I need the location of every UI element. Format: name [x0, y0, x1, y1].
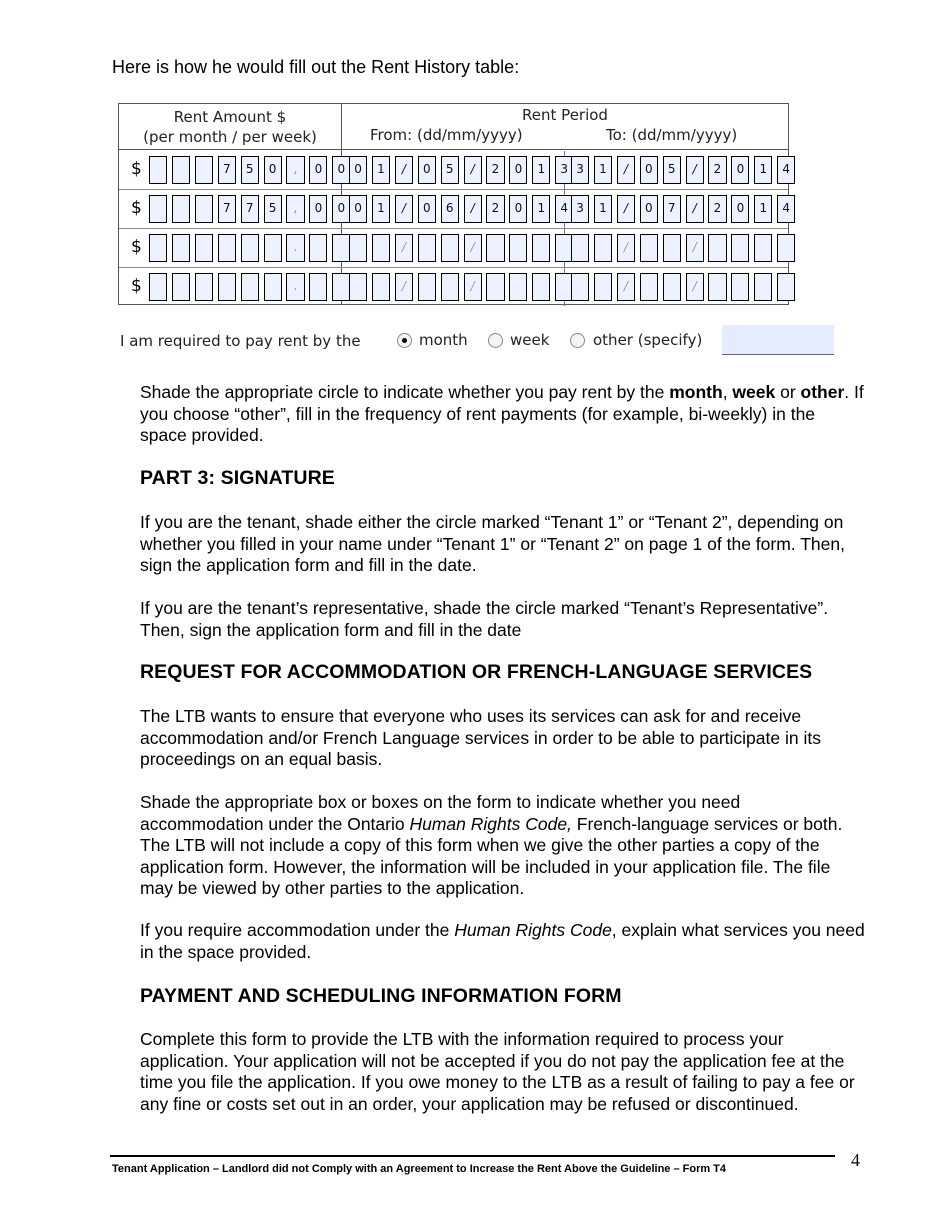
amount-digit-box[interactable]: [195, 195, 213, 223]
to-date-digit-box[interactable]: /: [617, 156, 635, 184]
footer-form-title: Tenant Application – Landlord did not Comply with an Agreement to Increase the Rent Above the Guideline – Form T4: [112, 1163, 727, 1175]
from-date-digit-box[interactable]: [486, 234, 504, 262]
from-date-digit-box[interactable]: /: [464, 195, 482, 223]
from-date-digit-box[interactable]: [418, 234, 436, 262]
to-date-digit-box[interactable]: [731, 273, 749, 301]
amount-digit-box[interactable]: [332, 234, 350, 262]
header-to-date: To: (dd/mm/yyyy): [606, 126, 738, 144]
from-date-digit-box[interactable]: 1: [372, 156, 390, 184]
from-date-digit-box[interactable]: /: [395, 273, 413, 301]
amount-digit-box[interactable]: 5: [264, 195, 282, 223]
header-rent-period: [342, 104, 788, 150]
request2-italic-code: Human Rights Code,: [409, 813, 572, 834]
row-divider: [119, 267, 788, 268]
page-number: 4: [851, 1150, 860, 1170]
rent-history-table: [118, 103, 789, 305]
amount-digit-box[interactable]: [264, 234, 282, 262]
amount-digit-box[interactable]: [172, 234, 190, 262]
amount-digit-box[interactable]: [172, 195, 190, 223]
amount-digit-box[interactable]: [218, 234, 236, 262]
from-date-digit-box[interactable]: 0: [349, 156, 367, 184]
from-date-digit-box[interactable]: 5: [441, 156, 459, 184]
dollar-sign: $: [131, 198, 142, 218]
from-date-digit-box[interactable]: 0: [418, 156, 436, 184]
request2-text-1: Shade the appropriate box or boxes on the form to indicate whether you need accommodation under the Ontario: [140, 792, 741, 834]
from-date-digit-box[interactable]: [486, 273, 504, 301]
from-date-digit-box[interactable]: [441, 273, 459, 301]
amount-digit-box[interactable]: [309, 234, 327, 262]
amount-digit-box[interactable]: 0: [309, 156, 327, 184]
request-paragraph-1: The LTB wants to ensure that everyone who uses its services can ask for and receive accommodation and/or French Language services in order to be able to participate in its proceedings on an equal basis.: [140, 706, 821, 769]
amount-digit-box[interactable]: [172, 156, 190, 184]
to-date-digit-box[interactable]: [754, 234, 772, 262]
header-rent-amount-title: Rent Amount $: [173, 108, 287, 126]
header-rent-amount: [119, 104, 342, 150]
header-rent-amount-subtitle: (per month / per week): [143, 128, 317, 146]
from-date-digit-box[interactable]: [509, 234, 527, 262]
amount-digit-box[interactable]: [149, 273, 167, 301]
shade-circle-paragraph: [140, 382, 865, 447]
amount-digit-box[interactable]: [195, 273, 213, 301]
from-date-digit-box[interactable]: 2: [486, 195, 504, 223]
footer-divider: [110, 1155, 835, 1157]
amount-digit-box[interactable]: .: [286, 234, 304, 262]
to-date-digit-box[interactable]: [663, 234, 681, 262]
to-date-digit-box[interactable]: [754, 273, 772, 301]
pay-rent-label: I am required to pay rent by the: [120, 332, 361, 350]
radio-month[interactable]: [397, 333, 412, 348]
from-date-digit-box[interactable]: 0: [418, 195, 436, 223]
other-specify-input[interactable]: [722, 325, 834, 355]
part3-paragraph-representative: If you are the tenant’s representative, shade the circle marked “Tenant’s Representative”. Then, sign the application form and fill in the date: [140, 598, 829, 640]
to-date-digit-box[interactable]: 1: [594, 195, 612, 223]
shade-text-3: or: [775, 382, 801, 402]
from-date-digit-box[interactable]: [349, 234, 367, 262]
amount-digit-box[interactable]: [149, 195, 167, 223]
to-date-digit-box[interactable]: 7: [663, 195, 681, 223]
from-date-digit-box[interactable]: [509, 273, 527, 301]
to-date-digit-box[interactable]: [640, 273, 658, 301]
amount-digit-box[interactable]: [195, 234, 213, 262]
to-date-digit-box[interactable]: 2: [708, 156, 726, 184]
from-date-digit-box[interactable]: 1: [532, 195, 550, 223]
dollar-sign: $: [131, 159, 142, 179]
from-date-digit-box[interactable]: /: [464, 156, 482, 184]
from-date-digit-box[interactable]: 0: [509, 156, 527, 184]
from-date-digit-box[interactable]: 0: [509, 195, 527, 223]
payment-paragraph: Complete this form to provide the LTB with the information required to process your application. Your application will not be accepted if you do not pay the application fee at the time you file the application. If you owe money to the LTB as a result of failing to pay a fee or any fine or costs set out in an order, your application may be refused or discontinued.: [140, 1029, 855, 1114]
to-date-digit-box[interactable]: 5: [663, 156, 681, 184]
from-date-digit-box[interactable]: /: [395, 156, 413, 184]
shade-bold-week: week: [732, 382, 776, 402]
to-date-digit-box[interactable]: 1: [594, 156, 612, 184]
request3-italic-code: Human Rights Code: [454, 920, 612, 940]
to-date-digit-box[interactable]: /: [686, 156, 704, 184]
to-date-digit-box[interactable]: 3: [571, 195, 589, 223]
from-date-digit-box[interactable]: [418, 273, 436, 301]
part3-paragraph-tenant: If you are the tenant, shade either the circle marked “Tenant 1” or “Tenant 2”, depending on whether you filled in your name under “Tenant 1” or “Tenant 2” on page 1 of the form. Then, sign the application form and fill in the date.: [140, 512, 845, 575]
shade-text-4: . If you choose “other”, fill in the frequency of rent payments (for example, bi-weekly) in the space provided.: [140, 382, 864, 445]
amount-digit-box[interactable]: [332, 273, 350, 301]
amount-digit-box[interactable]: [218, 273, 236, 301]
amount-digit-box[interactable]: [241, 234, 259, 262]
to-date-digit-box[interactable]: /: [617, 234, 635, 262]
to-date-digit-box[interactable]: 3: [571, 156, 589, 184]
from-date-digit-box[interactable]: 3: [555, 156, 573, 184]
from-date-digit-box[interactable]: 4: [555, 195, 573, 223]
amount-digit-box[interactable]: [149, 234, 167, 262]
from-date-digit-box[interactable]: 2: [486, 156, 504, 184]
from-date-digit-box[interactable]: [372, 234, 390, 262]
amount-digit-box[interactable]: [149, 156, 167, 184]
from-date-digit-box[interactable]: [372, 273, 390, 301]
to-date-digit-box[interactable]: 0: [640, 195, 658, 223]
to-date-digit-box[interactable]: [594, 273, 612, 301]
shade-text-1: Shade the appropriate circle to indicate whether you pay rent by the: [140, 382, 670, 402]
option-month-label: month: [419, 331, 468, 349]
to-date-digit-box[interactable]: /: [686, 273, 704, 301]
from-date-digit-box[interactable]: [349, 273, 367, 301]
amount-digit-box[interactable]: ,: [286, 195, 304, 223]
to-date-digit-box[interactable]: [594, 234, 612, 262]
from-date-digit-box[interactable]: 1: [372, 195, 390, 223]
to-date-digit-box[interactable]: [777, 234, 795, 262]
amount-digit-box[interactable]: 0: [332, 156, 350, 184]
amount-digit-box[interactable]: [309, 273, 327, 301]
amount-digit-box[interactable]: 7: [218, 195, 236, 223]
to-date-digit-box[interactable]: [777, 273, 795, 301]
request-paragraph-2: [140, 792, 865, 900]
request2-text-2: French-language services or both. The LTB will not include a copy of this form when we give the other parties a copy of the application form. However, the information will be included in your application file. The file may be viewed by other parties to the application.: [140, 813, 843, 898]
to-date-digit-box[interactable]: 0: [640, 156, 658, 184]
to-date-digit-box[interactable]: [731, 234, 749, 262]
to-date-digit-box[interactable]: [571, 273, 589, 301]
radio-week[interactable]: [488, 333, 503, 348]
from-date-digit-box[interactable]: [441, 234, 459, 262]
to-date-digit-box[interactable]: 0: [731, 156, 749, 184]
header-rent-period-title: Rent Period: [522, 106, 608, 124]
row-divider: [119, 189, 788, 190]
to-date-digit-box[interactable]: /: [686, 195, 704, 223]
option-week-label: week: [510, 331, 550, 349]
from-date-digit-box[interactable]: /: [395, 234, 413, 262]
shade-text-2: ,: [722, 382, 733, 402]
to-date-digit-box[interactable]: 1: [754, 195, 772, 223]
request3-text-1: If you require accommodation under the: [140, 920, 455, 940]
from-date-digit-box[interactable]: /: [464, 234, 482, 262]
from-date-digit-box[interactable]: [532, 234, 550, 262]
to-date-digit-box[interactable]: /: [686, 234, 704, 262]
to-date-digit-box[interactable]: [663, 273, 681, 301]
to-date-digit-box[interactable]: [640, 234, 658, 262]
from-date-digit-box[interactable]: [532, 273, 550, 301]
to-date-digit-box[interactable]: [571, 234, 589, 262]
amount-digit-box[interactable]: 7: [218, 156, 236, 184]
amount-digit-box[interactable]: 0: [264, 156, 282, 184]
row-divider: [119, 228, 788, 229]
request-heading: REQUEST FOR ACCOMMODATION OR FRENCH-LANGUAGE SERVICES: [140, 661, 813, 683]
shade-bold-month: month: [669, 382, 723, 402]
from-date-digit-box[interactable]: 1: [532, 156, 550, 184]
from-date-digit-box[interactable]: 6: [441, 195, 459, 223]
to-date-digit-box[interactable]: [708, 234, 726, 262]
to-date-digit-box[interactable]: 0: [731, 195, 749, 223]
dollar-sign: $: [131, 237, 142, 257]
amount-digit-box[interactable]: [195, 156, 213, 184]
header-from-date: From: (dd/mm/yyyy): [370, 126, 523, 144]
amount-digit-box[interactable]: 7: [241, 195, 259, 223]
to-date-digit-box[interactable]: [708, 273, 726, 301]
request-paragraph-3: [140, 920, 865, 963]
dollar-sign: $: [131, 276, 142, 296]
amount-digit-box[interactable]: [264, 273, 282, 301]
amount-digit-box[interactable]: 0: [309, 195, 327, 223]
from-date-digit-box[interactable]: 0: [349, 195, 367, 223]
to-date-digit-box[interactable]: 2: [708, 195, 726, 223]
to-date-digit-box[interactable]: 4: [777, 156, 795, 184]
amount-digit-box[interactable]: 0: [332, 195, 350, 223]
amount-digit-box[interactable]: 5: [241, 156, 259, 184]
to-date-digit-box[interactable]: /: [617, 195, 635, 223]
amount-digit-box[interactable]: [241, 273, 259, 301]
amount-digit-box[interactable]: .: [286, 273, 304, 301]
to-date-digit-box[interactable]: 1: [754, 156, 772, 184]
amount-digit-box[interactable]: [172, 273, 190, 301]
from-date-digit-box[interactable]: /: [395, 195, 413, 223]
amount-digit-box[interactable]: ,: [286, 156, 304, 184]
intro-text: Here is how he would fill out the Rent History table:: [112, 57, 520, 77]
to-date-digit-box[interactable]: /: [617, 273, 635, 301]
from-date-digit-box[interactable]: /: [464, 273, 482, 301]
part3-heading: PART 3: SIGNATURE: [140, 467, 335, 489]
request3-text-2: , explain what services you need in the space provided.: [140, 920, 865, 962]
option-other-label: other (specify): [593, 331, 703, 349]
to-date-digit-box[interactable]: 4: [777, 195, 795, 223]
shade-bold-other: other: [800, 382, 845, 402]
payment-heading: PAYMENT AND SCHEDULING INFORMATION FORM: [140, 985, 622, 1007]
radio-other[interactable]: [570, 333, 585, 348]
